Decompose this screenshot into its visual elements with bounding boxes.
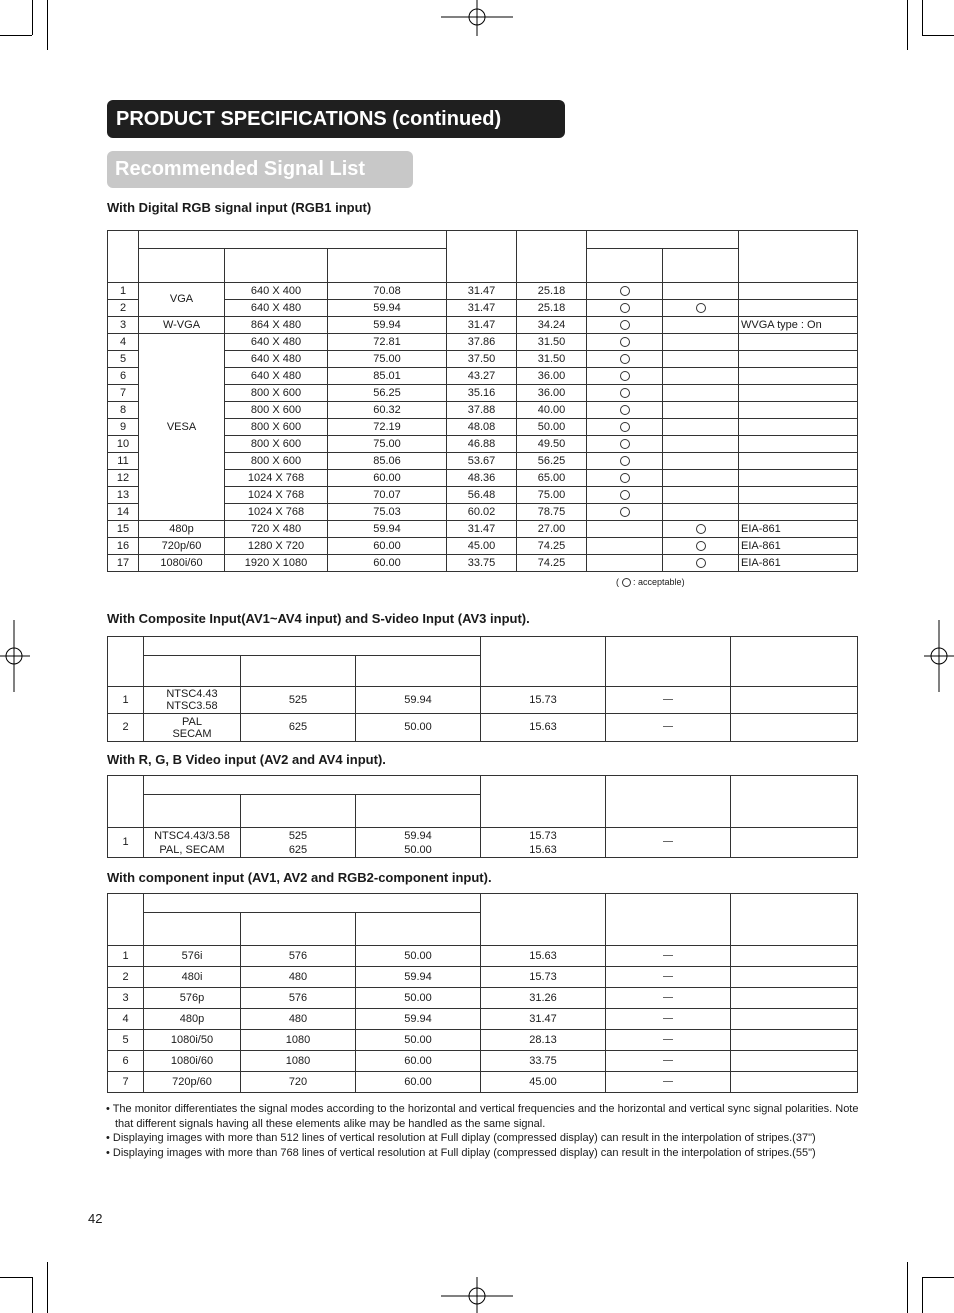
table-row [108,334,858,351]
resolution: 1024 X 768 [225,504,328,521]
support-mark [587,334,663,351]
vertical-frequency: 75.03 [328,504,447,521]
circle-icon [620,439,630,449]
support-mark [663,419,739,436]
vertical-frequency: 59.94 50.00 [356,828,481,858]
support-mark [587,436,663,453]
not-applicable [606,1072,731,1093]
table-row [108,538,858,555]
horizontal-frequency: 48.08 [447,419,517,436]
resolution: 800 X 600 [225,402,328,419]
support-mark [663,368,739,385]
composite-signal-table [107,636,858,742]
horizontal-frequency: 46.88 [447,436,517,453]
horizontal-frequency: 15.63 [481,946,606,967]
remarks [731,1072,858,1093]
scan-lines: 480 [241,1009,356,1030]
row-number: 1 [108,828,144,858]
signal-type: 480p [144,1009,241,1030]
remarks [739,504,858,521]
signal-system: PAL SECAM [144,714,241,742]
circle-icon [620,473,630,483]
support-mark [663,555,739,572]
registration-mark-icon [441,0,513,36]
page-number: 42 [88,1211,103,1226]
scan-lines: 480 [241,967,356,988]
row-number: 6 [108,1051,144,1072]
horizontal-frequency: 37.86 [447,334,517,351]
vertical-frequency: 60.32 [328,402,447,419]
support-mark [587,487,663,504]
horizontal-frequency: 60.02 [447,504,517,521]
resolution: 640 X 480 [225,300,328,317]
signal-mode: 480p [139,521,225,538]
remarks [731,1009,858,1030]
resolution: 640 X 480 [225,351,328,368]
resolution: 640 X 480 [225,334,328,351]
dot-clock: 74.25 [517,538,587,555]
remarks [739,419,858,436]
not-applicable [606,946,731,967]
vertical-frequency: 60.00 [328,470,447,487]
row-number: 12 [108,470,139,487]
vertical-frequency: 85.06 [328,453,447,470]
circle-icon [696,303,706,313]
row-number: 1 [108,687,144,714]
circle-icon [620,490,630,500]
crop-mark [922,1277,954,1278]
scan-lines: 525 [241,687,356,714]
horizontal-frequency: 37.50 [447,351,517,368]
vertical-frequency: 56.25 [328,385,447,402]
remarks [731,1051,858,1072]
signal-mode: 720p/60 [139,538,225,555]
support-mark [663,504,739,521]
not-applicable [606,687,731,714]
registration-mark-icon [441,1277,513,1313]
circle-icon [620,405,630,415]
signal-type: 720p/60 [144,1072,241,1093]
horizontal-frequency: 37.88 [447,402,517,419]
dot-clock: 56.25 [517,453,587,470]
vertical-frequency: 59.94 [356,967,481,988]
support-mark [587,283,663,300]
remarks: EIA-861 [739,555,858,572]
horizontal-frequency: 56.48 [447,487,517,504]
vertical-frequency: 50.00 [356,1030,481,1051]
not-applicable [606,1051,731,1072]
row-number: 7 [108,385,139,402]
row-number: 2 [108,967,144,988]
notes [106,1102,866,1160]
remarks [739,351,858,368]
row-number: 5 [108,1030,144,1051]
support-mark [663,334,739,351]
vertical-frequency: 59.94 [356,687,481,714]
horizontal-frequency: 35.16 [447,385,517,402]
vertical-frequency: 60.00 [356,1072,481,1093]
horizontal-frequency: 15.73 [481,967,606,988]
dot-clock: 49.50 [517,436,587,453]
vertical-frequency: 72.19 [328,419,447,436]
dot-clock: 40.00 [517,402,587,419]
not-applicable [606,967,731,988]
resolution: 640 X 480 [225,368,328,385]
support-mark [587,453,663,470]
resolution: 720 X 480 [225,521,328,538]
row-number: 10 [108,436,139,453]
table-row [108,521,858,538]
crop-mark [922,0,923,35]
dot-clock: 27.00 [517,521,587,538]
signal-type: 576i [144,946,241,967]
signal-mode: 1080i/60 [139,555,225,572]
horizontal-frequency: 15.73 [481,687,606,714]
support-mark [663,385,739,402]
vertical-frequency: 59.94 [328,300,447,317]
table-row [108,988,858,1009]
circle-icon [620,456,630,466]
table-row [108,317,858,334]
crop-mark [32,0,33,35]
dot-clock: 74.25 [517,555,587,572]
support-mark [663,470,739,487]
circle-icon [620,388,630,398]
table-row [108,946,858,967]
row-number: 4 [108,1009,144,1030]
support-mark [587,504,663,521]
signal-type: 480i [144,967,241,988]
not-applicable [606,1030,731,1051]
support-mark [663,300,739,317]
resolution: 1024 X 768 [225,470,328,487]
acceptable-note: ( : acceptable) [616,577,685,587]
support-mark [587,555,663,572]
dot-clock: 31.50 [517,334,587,351]
not-applicable [606,828,731,858]
horizontal-frequency: 15.63 [481,714,606,742]
circle-icon [620,422,630,432]
crop-mark [907,0,908,50]
signal-system: NTSC4.43/3.58 PAL, SECAM [144,828,241,858]
row-number: 2 [108,300,139,317]
row-number: 16 [108,538,139,555]
row-number: 4 [108,334,139,351]
support-mark [663,402,739,419]
support-mark [663,538,739,555]
table-row [108,1009,858,1030]
horizontal-frequency: 31.47 [447,317,517,334]
resolution: 1024 X 768 [225,487,328,504]
row-number: 6 [108,368,139,385]
row-number: 13 [108,487,139,504]
crop-mark [47,0,48,50]
crop-mark [922,1277,923,1313]
row-number: 15 [108,521,139,538]
note-item: • Displaying images with more than 768 lines of vertical resolution at Full diplay (compressed display) can result in the interpolation of stripes.(55") [106,1146,816,1159]
dot-clock: 25.18 [517,283,587,300]
vertical-frequency: 59.94 [328,317,447,334]
vertical-frequency: 75.00 [328,351,447,368]
component-heading: With component input (AV1, AV2 and RGB2-component input). [107,870,492,885]
signal-type: 1080i/60 [144,1051,241,1072]
horizontal-frequency: 45.00 [481,1072,606,1093]
row-number: 17 [108,555,139,572]
support-mark [663,436,739,453]
table-row [108,555,858,572]
composite-heading: With Composite Input(AV1~AV4 input) and S-video Input (AV3 input). [107,611,530,626]
vertical-frequency: 50.00 [356,946,481,967]
remarks [739,385,858,402]
support-mark [587,470,663,487]
remarks [731,988,858,1009]
support-mark [663,317,739,334]
resolution: 800 X 600 [225,419,328,436]
not-applicable [606,1009,731,1030]
remarks [739,300,858,317]
remarks [739,334,858,351]
remarks [739,283,858,300]
scan-lines: 576 [241,988,356,1009]
vertical-frequency: 72.81 [328,334,447,351]
circle-icon [696,524,706,534]
horizontal-frequency: 45.00 [447,538,517,555]
remarks [739,368,858,385]
crop-mark [47,1262,48,1313]
row-number: 1 [108,946,144,967]
registration-mark-icon [0,620,30,692]
table-row [108,967,858,988]
support-mark [663,487,739,504]
row-number: 3 [108,988,144,1009]
vertical-frequency: 50.00 [356,714,481,742]
dot-clock: 65.00 [517,470,587,487]
resolution: 800 X 600 [225,436,328,453]
resolution: 1920 X 1080 [225,555,328,572]
support-mark [663,283,739,300]
remarks: EIA-861 [739,521,858,538]
dot-clock: 75.00 [517,487,587,504]
table-row [108,283,858,300]
support-mark [587,317,663,334]
section-title: Recommended Signal List [107,151,413,188]
support-mark [587,538,663,555]
vertical-frequency: 60.00 [328,538,447,555]
rgb1-signal-table [107,230,858,572]
signal-type: 576p [144,988,241,1009]
support-mark [663,351,739,368]
remarks [739,487,858,504]
horizontal-frequency: 33.75 [447,555,517,572]
circle-icon [696,541,706,551]
remarks [731,946,858,967]
remarks [739,402,858,419]
horizontal-frequency: 53.67 [447,453,517,470]
support-mark [663,453,739,470]
dot-clock: 34.24 [517,317,587,334]
signal-mode: W-VGA [139,317,225,334]
support-mark [663,521,739,538]
support-mark [587,521,663,538]
row-number: 3 [108,317,139,334]
dot-clock: 50.00 [517,419,587,436]
circle-icon [620,507,630,517]
horizontal-frequency: 48.36 [447,470,517,487]
resolution: 800 X 600 [225,385,328,402]
support-mark [587,351,663,368]
row-number: 11 [108,453,139,470]
remarks [739,470,858,487]
remarks [731,967,858,988]
row-number: 8 [108,402,139,419]
scan-lines: 625 [241,714,356,742]
registration-mark-icon [924,620,954,692]
row-number: 14 [108,504,139,521]
horizontal-frequency: 31.47 [447,521,517,538]
scan-lines: 1080 [241,1030,356,1051]
vertical-frequency: 70.07 [328,487,447,504]
crop-mark [922,35,954,36]
rgb-video-signal-table [107,775,858,858]
remarks: EIA-861 [739,538,858,555]
horizontal-frequency: 43.27 [447,368,517,385]
scan-lines: 720 [241,1072,356,1093]
scan-lines: 576 [241,946,356,967]
remarks: WVGA type : On [739,317,858,334]
remarks [739,453,858,470]
dot-clock: 78.75 [517,504,587,521]
vertical-frequency: 50.00 [356,988,481,1009]
horizontal-frequency: 31.26 [481,988,606,1009]
vertical-frequency: 60.00 [356,1051,481,1072]
dot-clock: 31.50 [517,351,587,368]
signal-mode: VGA [139,283,225,317]
horizontal-frequency: 33.75 [481,1051,606,1072]
circle-icon [620,354,630,364]
not-applicable [606,988,731,1009]
vertical-frequency: 70.08 [328,283,447,300]
rgb-video-heading: With R, G, B Video input (AV2 and AV4 input). [107,752,386,767]
vertical-frequency: 85.01 [328,368,447,385]
vertical-frequency: 59.94 [328,521,447,538]
vertical-frequency: 75.00 [328,436,447,453]
dot-clock: 25.18 [517,300,587,317]
note-item: • The monitor differentiates the signal modes according to the horizontal and vertical frequencies and the horizontal and vertical sync signal polarities. Note that different signals having all these elements alike may be handled as the same signal. [106,1103,859,1130]
table-row [108,1072,858,1093]
resolution: 640 X 400 [225,283,328,300]
vertical-frequency: 59.94 [356,1009,481,1030]
dot-clock: 36.00 [517,368,587,385]
note-item: • Displaying images with more than 512 lines of vertical resolution at Full diplay (compressed display) can result in the interpolation of stripes.(37") [106,1132,816,1144]
resolution: 1280 X 720 [225,538,328,555]
support-mark [587,300,663,317]
page-title: PRODUCT SPECIFICATIONS (continued) [107,100,565,138]
scan-lines: 1080 [241,1051,356,1072]
resolution: 864 X 480 [225,317,328,334]
remarks [739,436,858,453]
row-number: 7 [108,1072,144,1093]
signal-mode: VESA [139,334,225,521]
circle-icon [620,337,630,347]
support-mark [587,419,663,436]
not-applicable [606,714,731,742]
support-mark [587,402,663,419]
remarks [731,1030,858,1051]
vertical-frequency: 60.00 [328,555,447,572]
circle-icon [620,320,630,330]
circle-icon [620,303,630,313]
table-row [108,1030,858,1051]
circle-icon [622,578,631,587]
crop-mark [32,1277,33,1313]
component-signal-table [107,893,858,1093]
circle-icon [620,286,630,296]
row-number: 1 [108,283,139,300]
circle-icon [620,371,630,381]
signal-system: NTSC4.43 NTSC3.58 [144,687,241,714]
horizontal-frequency: 31.47 [447,283,517,300]
row-number: 2 [108,714,144,742]
signal-type: 1080i/50 [144,1030,241,1051]
horizontal-frequency: 28.13 [481,1030,606,1051]
horizontal-frequency: 31.47 [447,300,517,317]
horizontal-frequency: 15.73 15.63 [481,828,606,858]
support-mark [587,385,663,402]
scan-lines: 525 625 [241,828,356,858]
dot-clock: 36.00 [517,385,587,402]
support-mark [587,368,663,385]
resolution: 800 X 600 [225,453,328,470]
rgb1-heading: With Digital RGB signal input (RGB1 input) [107,200,372,215]
circle-icon [696,558,706,568]
crop-mark [0,35,32,36]
row-number: 5 [108,351,139,368]
crop-mark [907,1262,908,1313]
horizontal-frequency: 31.47 [481,1009,606,1030]
table-row [108,1051,858,1072]
crop-mark [0,1277,32,1278]
row-number: 9 [108,419,139,436]
